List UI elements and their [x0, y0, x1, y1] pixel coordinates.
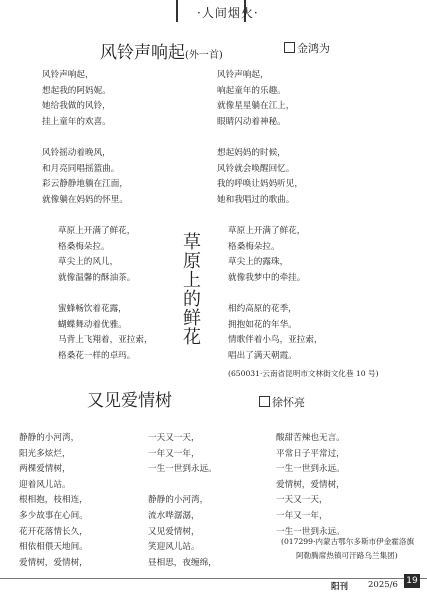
poem-line: 阳光多炫烂，: [19, 448, 71, 459]
poem-line: [228, 286, 323, 302]
poem-line: 风铃声响起，: [217, 70, 269, 80]
author-name: 徐怀亮: [272, 396, 305, 409]
poem3-address-note-2: 阿勒腾席热镇可汗路乌兰集团): [296, 551, 398, 560]
poem-line: 就像温馨的酥油茶。: [58, 272, 136, 283]
poem-line: 一生一世到永远。: [276, 464, 345, 475]
poem-line: 我的呼唤让妈妈听见，: [217, 179, 303, 190]
poem-line: 蜜蜂畅饮着花露，: [58, 303, 127, 314]
poem-line: 风铃就会唤醒回忆。: [217, 163, 295, 174]
magazine-name: 阳刊: [331, 582, 349, 592]
poem-line: 流水哗潺潺，: [148, 510, 200, 521]
poem-line: 相约高原的花季，: [228, 303, 297, 314]
poem-line: [217, 130, 303, 146]
poem-line: [58, 286, 153, 302]
poem-line: 格桑梅朵拉。: [228, 241, 280, 252]
poem-line: 一生一世到永远。: [148, 464, 217, 475]
author-name: 金鸿为: [297, 42, 330, 55]
poem-line: 一天又一天，: [276, 495, 328, 506]
poem-line: 和月亮同唱摇篮曲。: [42, 163, 120, 174]
page-number: 19: [404, 574, 420, 588]
author-box-icon: [259, 396, 270, 407]
poem-title-3: 又见爱情树: [87, 391, 172, 411]
poem-line: 情歌伴着小鸟，亚拉索，: [228, 335, 323, 346]
poem-line: 草原上开满了鲜花，: [58, 226, 136, 236]
poem3-column-a: [19, 431, 88, 571]
poem-title-1: [100, 38, 223, 63]
poem-line: 根相抱，枝相连，: [19, 495, 88, 506]
author-box-icon: [284, 42, 295, 53]
poem-line: 蝴蝶舞动着优雅。: [58, 319, 127, 330]
poem3-column-c: [276, 431, 345, 540]
header-rule-left: [176, 0, 178, 22]
poem-line: 格桑梅朵拉。: [58, 241, 110, 252]
poem-line: 花开花落情长久，: [19, 526, 88, 537]
poem-line: 挂上童年的欢喜。: [42, 116, 111, 127]
issue-number: 2025/6: [368, 580, 398, 590]
poem-line: 爱情树，爱情树，: [19, 557, 88, 568]
poem-line: 一天又一天，: [148, 433, 200, 443]
poem-line: 格桑花一样的卓玛。: [58, 350, 136, 361]
poem-line: 响起童年的乐趣。: [217, 85, 286, 96]
poem3-address-note-1: (017299·内蒙古鄂尔多斯市伊金霍洛旗: [281, 537, 415, 546]
poem-line: 就像我梦中的牵挂。: [228, 272, 306, 283]
poem-line: 草尖上的露珠，: [228, 257, 289, 268]
poem-line: 一年又一年，: [276, 510, 328, 521]
poem-line: 就像躺在妈妈的怀里。: [42, 194, 128, 205]
poem-line: 拥抱如花的年华。: [228, 319, 297, 330]
poem-line: 静静的小河湾，: [19, 433, 80, 443]
poem-author-1: [284, 40, 330, 56]
poem-line: 酸甜苦辣也无言。: [276, 433, 345, 443]
poem-line: 昼相思，夜缠绵，: [148, 557, 217, 568]
poem-line: 风铃声响起，: [42, 70, 94, 80]
poem-line: 迎着风儿站。: [19, 479, 71, 490]
poem-line: 又见爱情树，: [148, 526, 200, 537]
poem2-column-right: [228, 224, 323, 364]
poem-line: 静静的小河湾，: [148, 495, 209, 506]
poem-line: 一年又一年，: [148, 448, 200, 459]
poem1-column-right: [217, 68, 303, 208]
poem-line: 两棵爱情树，: [19, 464, 71, 475]
poem-line: 唱出了满天朝霞。: [228, 350, 297, 361]
section-header: ·人间烟火·: [197, 6, 259, 20]
poem1-column-left: [42, 68, 128, 208]
poem-line: 彩云静静地躺在江面，: [42, 179, 128, 190]
poem-line: [148, 478, 217, 494]
footer-rule: [0, 578, 427, 579]
poem-subtitle: (外一首): [185, 50, 223, 61]
poem-line: 眼睛闪动着神秘。: [217, 116, 286, 127]
poem3-column-b: [148, 431, 217, 571]
poem-author-3: [259, 394, 305, 410]
poem-line: 她给我做的风铃，: [42, 101, 111, 112]
poem-line: 笑迎风儿站。: [148, 542, 200, 553]
poem-line: 草尖上的风儿，: [58, 257, 119, 268]
poem-title-text: 风铃声响起: [100, 43, 185, 63]
poem-title-2: 草原上的鲜花: [180, 232, 201, 346]
poem-line: 就像星星躺在江上，: [217, 101, 295, 112]
poem-line: 爱情树，爱情树，: [276, 479, 345, 490]
poem-line: 平常日子平常过，: [276, 448, 345, 459]
poem-line: 多少故事在心间。: [19, 510, 88, 521]
poem-line: 草原上开满了鲜花，: [228, 226, 306, 236]
poem2-column-left: [58, 224, 153, 364]
poem-line: 她和我唱过的歌曲。: [217, 194, 295, 205]
poem-line: 想起我的阿妈妮。: [42, 85, 111, 96]
poem-line: 一生一世到永远。: [276, 526, 345, 537]
poem-line: 想起妈妈的时候，: [217, 147, 286, 158]
poem-line: 相依相偎天地间。: [19, 542, 88, 553]
poem2-address-note: (650031·云南省昆明市文林街文化巷 10 号): [228, 369, 379, 378]
poem-line: [42, 130, 128, 146]
poem-line: 马背上飞翔着，亚拉索，: [58, 335, 153, 346]
poem-line: 风铃摇动着晚风，: [42, 147, 111, 158]
